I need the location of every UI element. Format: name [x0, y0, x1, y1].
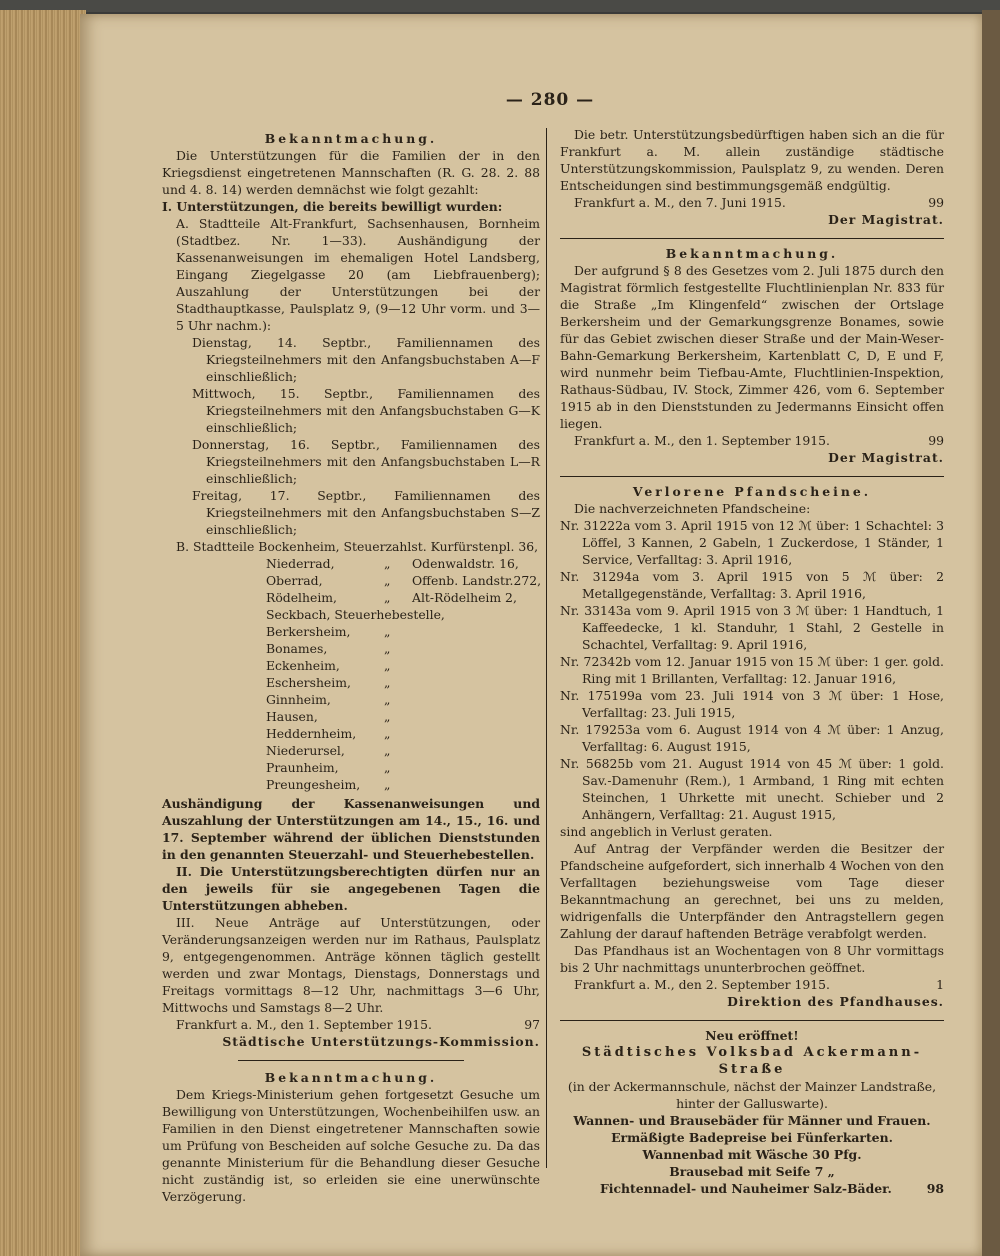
notice-1-part-b: B. Stadtteile Bockenheim, Steuerzahlst. Kurfürstenpl. 36, — [176, 539, 539, 554]
district-row: Eschersheim, „ — [266, 675, 391, 690]
district-row: Oberrad, „ Offenb. Landstr.272, — [266, 573, 542, 588]
notice-2-dateline — [560, 194, 944, 211]
page-number: — 280 — — [505, 90, 595, 110]
district-list — [162, 555, 542, 792]
notice-4-intro: Die nachverzeichneten Pfandscheine: — [574, 501, 811, 516]
notice-1-part-a: A. Stadtteile Alt-Frankfurt, Sachsenhausen, Bornheim (Stadtbez. Nr. 1—33). Aushändigung der Kassenanweisungen im ehemaligen Hotel Landsberg, Eingang Ziegelgasse 20 (am Liebfrauenberg); Auszahlung der Unterstützungen bei der Stadthauptkasse, Paulsplatz 9, (9—12 Uhr vorm. und 3—5 Uhr nachm.): — [176, 216, 540, 333]
bath-offer-line-1: Wannen- und Brausebäder für Männer und Frauen. — [573, 1113, 931, 1128]
bath-offer-line-3: Fichtennadel- und Nauheimer Salz-Bäder. — [600, 1181, 892, 1196]
bath-announcement-title: Neu eröffnet! — [705, 1028, 799, 1043]
notice-2-date: Frankfurt a. M., den 7. Juni 1915. — [574, 195, 786, 210]
notice-4-lost: sind angeblich in Verlust geraten. — [560, 824, 773, 839]
district-row: Bonames, „ — [266, 641, 391, 656]
pawn-ticket-item: Nr. 175199a vom 23. Juli 1914 von 3 ℳ über: 1 Hose, Verfalltag: 23. Juli 1915, — [560, 688, 944, 720]
bath-last-line — [560, 1180, 944, 1197]
district-row: Niederrad, „ Odenwaldstr. 16, — [266, 556, 519, 571]
district-row: Hausen, „ — [266, 709, 391, 724]
notice-1-date: Frankfurt a. M., den 1. September 1915. — [176, 1017, 432, 1032]
district-row: Praunheim, „ — [266, 760, 391, 775]
notice-4-signature: Direktion des Pfandhauses. — [727, 994, 944, 1009]
district-row: Rödelheim, „ Alt-Rödelheim 2, — [266, 590, 517, 605]
notice-3-signature: Der Magistrat. — [828, 450, 944, 465]
payment-day-4: Freitag, 17. Septbr., Familiennamen des Kriegsteilnehmers mit den Anfangsbuchstaben S—Z einschließlich; — [192, 488, 540, 537]
bath-price-1: Wannenbad mit Wäsche 30 Pfg. — [642, 1147, 862, 1162]
payment-day-3: Donnerstag, 16. Septbr., Familiennamen des Kriegsteilnehmers mit den Anfangsbuchstaben L—R einschließlich; — [192, 437, 540, 486]
notice-3-heading: Bekanntmachung. — [665, 246, 839, 261]
notice-3-text: Der aufgrund § 8 des Gesetzes vom 2. Juli 1875 durch den Magistrat förmlich festgestellte Fluchtlinienplan Nr. 833 für die Straße „Im Klingenfeld“ zwischen der Ortslage Berkersheim und der Gemarkungsgrenze Bonames, sowie für das Gebiet zwischen dieser Straße und der Main-Weser-Bahn-Gemarkung Berkersheim, Kartenblatt C, D, E und F, wird nunmehr beim Tiefbau-Amte, Fluchtlinien-Inspektion, Rathaus-Südbau, IV. Stock, Zimmer 426, vom 6. September 1915 ab in den Dienststunden zu Jedermanns Einsicht offen liegen. — [560, 263, 944, 431]
notice-4-date: Frankfurt a. M., den 2. September 1915. — [574, 977, 830, 992]
separator-rule — [238, 1060, 465, 1061]
column-divider — [546, 128, 547, 1168]
payment-day-2: Mittwoch, 15. Septbr., Familiennamen des Kriegsteilnehmers mit den Anfangsbuchstaben G—K einschließlich; — [192, 386, 540, 435]
left-column — [162, 130, 540, 1205]
notice-4-dateline — [560, 976, 944, 993]
notice-1-part-b-text: Aushändigung der Kassenanweisungen und Auszahlung der Unterstützungen am 14., 15., 16. und 17. September während der üblichen Dienststunden in den genannten Steuerzahl- und Steuerhebestellen. — [162, 796, 540, 862]
notice-4-text-1: Auf Antrag der Verpfänder werden die Besitzer der Pfandscheine aufgefordert, sich innerhalb 4 Wochen von den Verfalltagen beziehungsweise vom Tage dieser Bekanntmachung an gerechnet, bei uns zu melden, widrigenfalls die Unterpfänder den Antragstellern gegen Zahlung der darauf haftenden Beträge verabfolgt werden. — [560, 841, 944, 941]
bath-price-2: Brausebad mit Seife 7 „ — [669, 1164, 835, 1179]
district-row: Seckbach, Steuerhebestelle, — [266, 607, 445, 622]
pawn-ticket-item: Nr. 31222a vom 3. April 1915 von 12 ℳ über: 1 Schachtel: 3 Löffel, 3 Kannen, 2 Gabeln, 1 Zuckerdose, 1 Ständer, 1 Service, Verfalltag: 3. April 1916, — [560, 518, 944, 567]
notice-1-dateline — [162, 1016, 540, 1033]
notice-2-number: 99 — [928, 195, 944, 210]
pawn-ticket-item: Nr. 33143a vom 9. April 1915 von 3 ℳ über: 1 Handtuch, 1 Kaffeedecke, 1 kl. Standuhr, 1 Stahl, 2 Gestelle in Schachtel, Verfalltag: 9. April 1916, — [560, 603, 944, 652]
scan-top-border — [0, 0, 1000, 12]
district-row: Berkersheim, „ — [266, 624, 391, 639]
district-row: Ginnheim, „ — [266, 692, 391, 707]
notice-2-signature: Der Magistrat. — [828, 212, 944, 227]
notice-1-intro: Die Unterstützungen für die Familien der in den Kriegsdienst eingetretenen Mannschaften (R. G. 28. 2. 88 und 4. 8. 14) werden demnächst wie folgt gezahlt: — [162, 148, 540, 197]
notice-1-section-1: I. Unterstützungen, die bereits bewilligt wurden: — [162, 199, 503, 214]
right-column — [560, 126, 944, 1197]
bath-location: (in der Ackermannschule, nächst der Mainzer Landstraße, hinter der Galluswarte). — [567, 1079, 937, 1111]
pawn-ticket-item: Nr. 56825b vom 21. August 1914 von 45 ℳ über: 1 gold. Sav.-Damenuhr (Rem.), 1 Armband, 1 Ring mit echten Steinchen, 1 Uhrkette mit unecht. Schieber und 2 Anhängern, Verfalltag: 21. August 1915, — [560, 756, 944, 822]
bath-number: 98 — [926, 1181, 944, 1196]
pawn-ticket-item: Nr. 179253a vom 6. August 1914 von 4 ℳ über: 1 Anzug, Verfalltag: 6. August 1915, — [560, 722, 944, 754]
notice-4-number: 1 — [936, 977, 944, 992]
district-row: Niederursel, „ — [266, 743, 391, 758]
payment-day-1: Dienstag, 14. Septbr., Familiennamen des Kriegsteilnehmers mit den Anfangsbuchstaben A—F einschließlich; — [192, 335, 540, 384]
bath-name-heading: Städtisches Volksbad Ackermann-Straße — [581, 1045, 923, 1077]
separator-rule — [560, 238, 944, 239]
separator-rule — [560, 476, 944, 477]
notice-3-dateline — [560, 432, 944, 449]
scan-right-border — [982, 10, 1000, 1256]
pawn-ticket-item: Nr. 31294a vom 3. April 1915 von 5 ℳ über: 2 Metallgegenstände, Verfalltag: 3. April 1916, — [560, 569, 944, 601]
district-row: Eckenheim, „ — [266, 658, 391, 673]
notice-1-signature: Städtische Unterstützungs-Kommission. — [222, 1034, 540, 1049]
notice-1-heading: Bekanntmachung. — [264, 131, 438, 146]
bath-offer-line-2: Ermäßigte Badepreise bei Fünferkarten. — [611, 1130, 893, 1145]
pawn-ticket-item: Nr. 72342b vom 12. Januar 1915 von 15 ℳ über: 1 ger. gold. Ring mit 1 Brillanten, Verfalltag: 12. Januar 1916, — [560, 654, 944, 686]
district-row: Heddernheim, „ — [266, 726, 391, 741]
notice-2-heading: Bekanntmachung. — [264, 1070, 438, 1085]
notice-4-heading: Verlorene Pfandscheine. — [632, 484, 872, 499]
book-page-edges — [0, 10, 86, 1256]
separator-rule — [560, 1020, 944, 1021]
notice-2-text: Dem Kriegs-Ministerium gehen fortgesetzt Gesuche um Bewilligung von Unterstützungen, Wochenbeihilfen usw. an Familien in den Dienst eingetretener Mannschaften sowie um Prüfung von Bescheiden auf solche Gesuche zu. Da das genannte Ministerium für die Behandlung dieser Gesuche nicht zuständig ist, so erleiden sie eine unerwünschte Verzögerung. — [162, 1087, 540, 1204]
notice-3-date: Frankfurt a. M., den 1. September 1915. — [574, 433, 830, 448]
notice-4-text-2: Das Pfandhaus ist an Wochentagen von 8 Uhr vormittags bis 2 Uhr nachmittags ununterbrochen geöffnet. — [560, 943, 944, 975]
district-row: Preungesheim, „ — [266, 777, 391, 792]
notice-1-section-2: II. Die Unterstützungsberechtigten dürfen nur an den jeweils für sie angegebenen Tagen die Unterstützungen abheben. — [162, 864, 540, 913]
notice-1-number: 97 — [524, 1017, 540, 1032]
notice-1-section-3: III. Neue Anträge auf Unterstützungen, oder Veränderungsanzeigen werden nur im Rathaus, Paulsplatz 9, entgegengenommen. Anträge können täglich gestellt werden und zwar Montags, Dienstags, Donnerstags und Freitags vormittags 8—12 Uhr, nachmittags 3—6 Uhr, Mittwochs und Samstags 8—2 Uhr. — [162, 915, 540, 1015]
notice-3-number: 99 — [928, 433, 944, 448]
notice-2-continued-text: Die betr. Unterstützungsbedürftigen haben sich an die für Frankfurt a. M. allein zuständige städtische Unterstützungskommission, Paulsplatz 9, zu wenden. Deren Entscheidungen sind bestimmungsgemäß endgültig. — [560, 127, 944, 193]
